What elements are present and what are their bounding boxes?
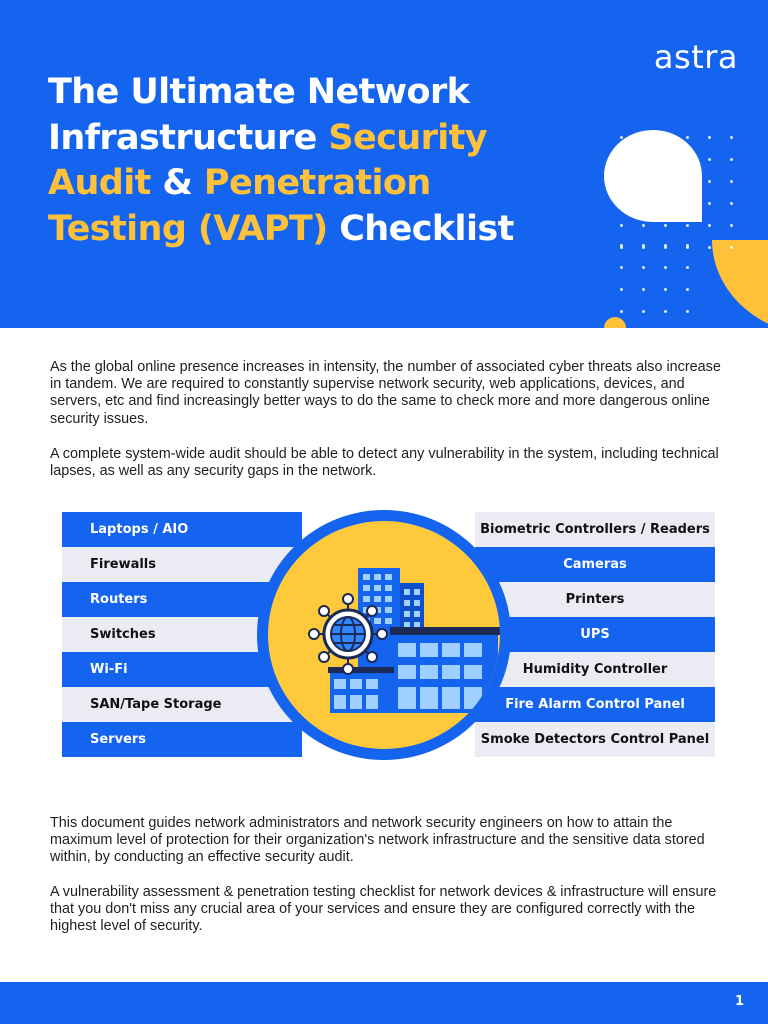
decorative-dot <box>620 224 623 227</box>
decorative-dot <box>620 266 623 269</box>
decorative-dot <box>708 180 711 183</box>
decorative-dot <box>664 266 667 269</box>
decorative-dot <box>664 136 667 139</box>
decorative-dot <box>686 158 689 161</box>
decorative-dot <box>730 136 733 139</box>
decorative-dot <box>604 317 626 328</box>
decorative-dot <box>620 136 623 139</box>
device-item-right: Fire Alarm Control Panel <box>475 687 715 722</box>
decorative-dot <box>620 288 623 291</box>
center-circle <box>268 521 500 749</box>
decorative-quarter-circle <box>712 240 768 328</box>
device-item-left: Laptops / AIO <box>62 512 302 547</box>
decorative-dot <box>664 180 667 183</box>
title-part-highlight: Penetration Testing (VAPT) <box>48 163 431 249</box>
astra-logo: astra <box>653 38 738 76</box>
decorative-dot <box>664 202 667 205</box>
device-item-left: Servers <box>62 722 302 757</box>
title-part-white: The Ultimate Network Infrastructure <box>48 72 470 158</box>
decorative-dot <box>664 224 667 227</box>
intro-paragraph: As the global online presence increases in intensity, the number of associated cyber threats also increase in tandem. We are required to constantly supervise network security, web applications, devices, and servers, etc and find increasingly better ways to do the same to check more and more dangerous online security issues. <box>50 359 721 427</box>
globe-network-icon <box>309 594 387 674</box>
decorative-dot <box>708 158 711 161</box>
device-item-right: Cameras <box>475 547 715 582</box>
decorative-dot <box>686 266 689 269</box>
decorative-dot <box>642 180 645 183</box>
decorative-dot <box>730 202 733 205</box>
network-building-illustration <box>268 521 500 749</box>
page-title <box>48 70 568 252</box>
decorative-dot <box>664 158 667 161</box>
page-number: 1 <box>734 994 744 1009</box>
decorative-dot <box>642 266 645 269</box>
decorative-dot <box>642 224 645 227</box>
device-item-right: Biometric Controllers / Readers <box>475 512 715 547</box>
decorative-drop-shape <box>604 130 702 222</box>
device-item-right: Smoke Detectors Control Panel <box>475 722 715 757</box>
decorative-dot <box>664 310 667 313</box>
decorative-dot <box>642 244 645 247</box>
device-item-left: Switches <box>62 617 302 652</box>
decorative-dot <box>708 136 711 139</box>
decorative-dot <box>686 180 689 183</box>
decorative-dot <box>642 202 645 205</box>
decorative-dot <box>642 310 645 313</box>
decorative-dot <box>642 288 645 291</box>
device-item-right: Humidity Controller <box>475 652 715 687</box>
decorative-dot <box>708 202 711 205</box>
decorative-dot <box>620 202 623 205</box>
decorative-dot <box>664 244 667 247</box>
intro-paragraph: A complete system-wide audit should be able to detect any vulnerability in the system, including technical lapses, as well as any security gaps in the network. <box>50 446 719 480</box>
decorative-dot <box>620 180 623 183</box>
decorative-dot <box>730 246 733 249</box>
decorative-dot <box>708 246 711 249</box>
header-banner <box>0 0 768 328</box>
decorative-dot <box>730 180 733 183</box>
decorative-dot <box>686 224 689 227</box>
decorative-dot <box>642 158 645 161</box>
decorative-dot <box>686 136 689 139</box>
body-paragraph: This document guides network administrators and network security engineers on how to attain the maximum level of protection for their organization's network infrastructure and the sensitive data stored within, by conducting an effective security audit. <box>50 815 705 866</box>
decorative-dot <box>686 310 689 313</box>
decorative-dot <box>620 310 623 313</box>
title-part-highlight: Security Audit <box>48 117 487 203</box>
decorative-dot <box>686 202 689 205</box>
title-part-white: Checklist <box>327 208 514 249</box>
title-part-white: & <box>150 163 204 203</box>
device-item-left: SAN/Tape Storage <box>62 687 302 722</box>
decorative-dot <box>708 224 711 227</box>
device-item-left: Firewalls <box>62 547 302 582</box>
decorative-dot <box>686 288 689 291</box>
device-item-right: UPS <box>475 617 715 652</box>
device-item-left: Wi-Fi <box>62 652 302 687</box>
body-paragraph: A vulnerability assessment & penetration testing checklist for network devices & infrastructure will ensure that you don't miss any crucial area of your services and ensure they are configured correctly with the highest level of security. <box>50 884 717 935</box>
decorative-dot <box>664 288 667 291</box>
decorative-dot <box>642 136 645 139</box>
device-item-right: Printers <box>475 582 715 617</box>
footer-bar <box>0 982 768 1024</box>
decorative-dot <box>620 244 623 247</box>
device-infographic <box>62 512 715 757</box>
decorative-dot <box>686 244 689 247</box>
decorative-dot <box>620 158 623 161</box>
decorative-dot <box>730 158 733 161</box>
decorative-dot <box>730 224 733 227</box>
device-item-left: Routers <box>62 582 302 617</box>
